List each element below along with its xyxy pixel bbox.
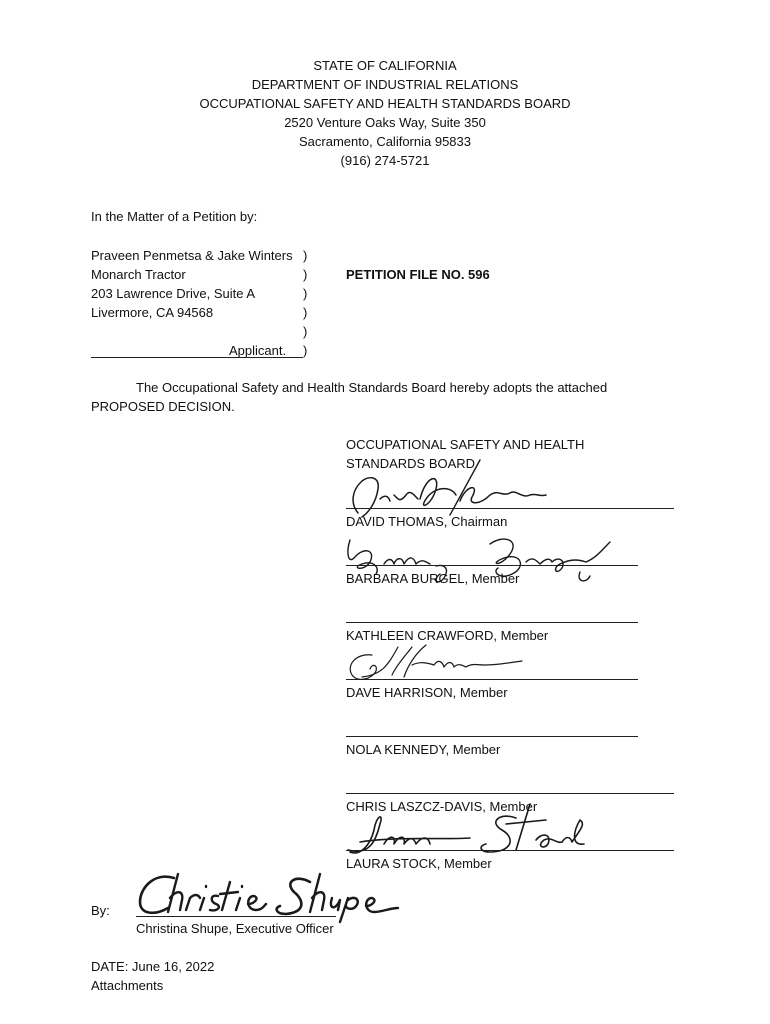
member-name: CHRIS LASZCZ-DAVIS, Member [346, 799, 538, 814]
by-label: By: [91, 903, 110, 918]
applicant-underline [91, 357, 303, 358]
caption-paren: ) [303, 267, 308, 282]
board-name-line2: STANDARDS BOARD [346, 456, 476, 471]
signature-line [346, 736, 638, 737]
signature-dave-harrison [342, 635, 532, 690]
attachments-label: Attachments [91, 978, 164, 993]
member-name: DAVE HARRISON, Member [346, 685, 508, 700]
caption-paren: ) [303, 286, 308, 301]
matter-intro: In the Matter of a Petition by: [91, 209, 258, 224]
applicant-label: Applicant. [229, 343, 287, 358]
signature-line [346, 622, 638, 623]
executive-officer-name: Christina Shupe, Executive Officer [136, 921, 334, 936]
document-date: DATE: June 16, 2022 [91, 959, 215, 974]
signature-christina-shupe [134, 868, 404, 923]
header-phone: (916) 274-5721 [340, 153, 430, 168]
caption-paren: ) [303, 248, 308, 263]
petitioner-street: 203 Lawrence Drive, Suite A [91, 286, 256, 301]
caption-paren: ) [303, 324, 308, 339]
header-agency-state: STATE OF CALIFORNIA [313, 58, 457, 73]
board-name-line1: OCCUPATIONAL SAFETY AND HEALTH [346, 437, 585, 452]
member-name: DAVID THOMAS, Chairman [346, 514, 508, 529]
petition-file-number: PETITION FILE NO. 596 [346, 267, 490, 282]
signature-line [346, 793, 674, 794]
body-text-line2: PROPOSED DECISION. [91, 399, 235, 414]
member-name: NOLA KENNEDY, Member [346, 742, 501, 757]
member-name: KATHLEEN CRAWFORD, Member [346, 628, 549, 643]
petitioner-company: Monarch Tractor [91, 267, 186, 282]
header-city: Sacramento, California 95833 [299, 134, 471, 149]
petitioner-names: Praveen Penmetsa & Jake Winters [91, 248, 293, 263]
header-department: DEPARTMENT OF INDUSTRIAL RELATIONS [251, 77, 519, 92]
body-text-line1: The Occupational Safety and Health Standards Board hereby adopts the attached [136, 380, 608, 395]
header-address: 2520 Venture Oaks Way, Suite 350 [284, 115, 486, 130]
caption-paren: ) [303, 343, 308, 358]
header-board: OCCUPATIONAL SAFETY AND HEALTH STANDARDS BOARD [199, 96, 571, 111]
petitioner-city: Livermore, CA 94568 [91, 305, 214, 320]
caption-paren: ) [303, 305, 308, 320]
member-name: BARBARA BURGEL, Member [346, 571, 520, 586]
member-name: LAURA STOCK, Member [346, 856, 492, 871]
